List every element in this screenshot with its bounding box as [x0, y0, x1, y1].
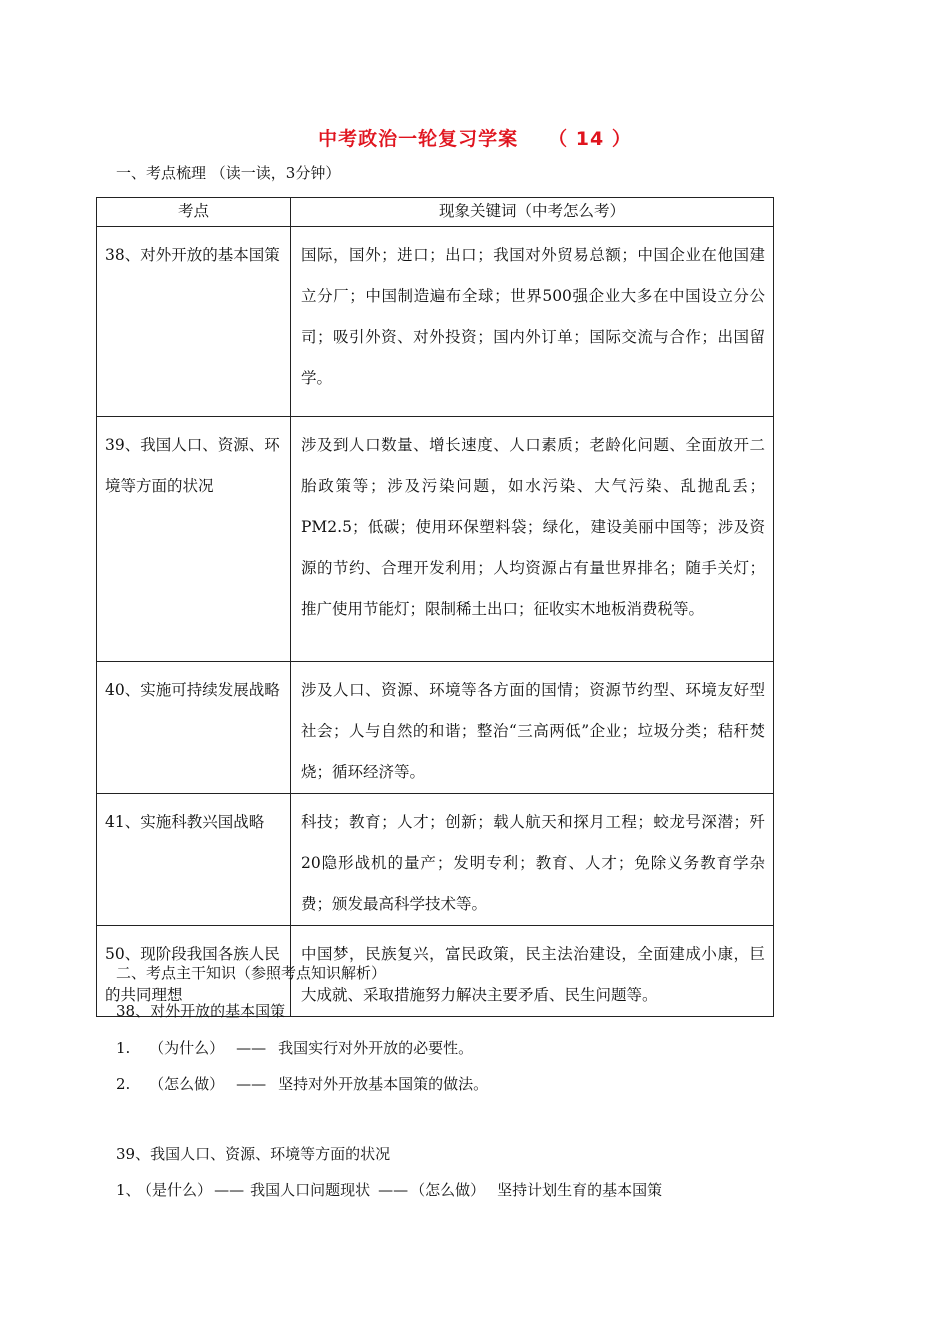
item-question: （为什么）	[149, 1039, 225, 1057]
exam-points-table	[96, 197, 774, 1017]
table-cell-keywords: 中国梦，民族复兴，富民政策，民主法治建设，全面建成小康，巨大成就、采取措施努力解决主要矛盾、民生问题等。	[291, 926, 774, 1017]
list-item	[116, 1180, 662, 1200]
item-text: 我国实行对外开放的必要性。	[278, 1039, 474, 1057]
table-row	[97, 662, 774, 794]
item-dash: ——	[236, 1039, 267, 1057]
item-number: 1、	[116, 1181, 141, 1199]
section-1-heading: 一、考点梳理 （读一读，3分钟）	[116, 164, 341, 182]
section-2-heading: 二、考点主干知识（参照考点知识解析）	[116, 964, 387, 982]
header-exam-point: 考点	[97, 198, 291, 227]
table-cell-keywords: 涉及人口、资源、环境等各方面的国情；资源节约型、环境友好型社会；人与自然的和谐；整治“三高两低”企业；垃圾分类；秸秆焚烧；循环经济等。	[291, 662, 774, 794]
table-cell-point: 41、实施科教兴国战略	[97, 794, 291, 926]
table-cell-keywords: 国际，国外；进口；出口；我国对外贸易总额；中国企业在他国建立分厂；中国制造遍布全球；世界500强企业大多在中国设立分公司；吸引外资、对外投资；国内外订单；国际交流与合作；出国留学。	[291, 227, 774, 417]
table-cell-point: 40、实施可持续发展战略	[97, 662, 291, 794]
table-cell-point: 38、对外开放的基本国策	[97, 227, 291, 417]
topic-39-heading: 39、我国人口、资源、环境等方面的状况	[116, 1145, 391, 1163]
table-row	[97, 794, 774, 926]
item-dash: ——	[236, 1075, 267, 1093]
topic-38-heading: 38、对外开放的基本国策	[116, 1002, 286, 1020]
item-dash-2: ——	[378, 1181, 409, 1199]
item-question: （怎么做）	[149, 1075, 225, 1093]
table-cell-keywords: 涉及到人口数量、增长速度、人口素质；老龄化问题、全面放开二胎政策等；涉及污染问题，如水污染、大气污染、乱抛乱丢；PM2.5；低碳；使用环保塑料袋；绿化，建设美丽中国等；涉及资源的节约、合理开发利用；人均资源占有量世界排名；随手关灯；推广使用节能灯；限制稀土出口；征收实木地板消费税等。	[291, 417, 774, 662]
list-item	[116, 1074, 488, 1094]
item-number: 2.	[116, 1075, 131, 1093]
table-cell-point: 50、现阶段我国各族人民的共同理想	[97, 926, 291, 1017]
header-keywords: 现象关键词（中考怎么考）	[291, 198, 774, 227]
list-item	[116, 1038, 473, 1058]
table-row	[97, 417, 774, 662]
item-question: （是什么）	[144, 1181, 213, 1199]
item-text: 坚持对外开放基本国策的做法。	[278, 1075, 489, 1093]
item-text: 我国人口问题现状	[250, 1181, 371, 1199]
item-dash: ——	[214, 1181, 245, 1199]
table-cell-keywords: 科技；教育；人才；创新；载人航天和探月工程；蛟龙号深潜；歼20隐形战机的量产；发明专利；教育、人才；免除义务教育学杂费；颁发最高科学技术等。	[291, 794, 774, 926]
table-cell-point: 39、我国人口、资源、环境等方面的状况	[97, 417, 291, 662]
table-row	[97, 227, 774, 417]
item-question-2: （怎么做）	[410, 1181, 486, 1199]
item-number: 1.	[116, 1039, 131, 1057]
table-header-row	[97, 198, 774, 227]
title-main: 中考政治一轮复习学案	[318, 128, 519, 150]
title-number: （ 14 ）	[548, 128, 632, 150]
item-text-2: 坚持计划生育的基本国策	[497, 1181, 663, 1199]
page-title	[0, 124, 950, 151]
